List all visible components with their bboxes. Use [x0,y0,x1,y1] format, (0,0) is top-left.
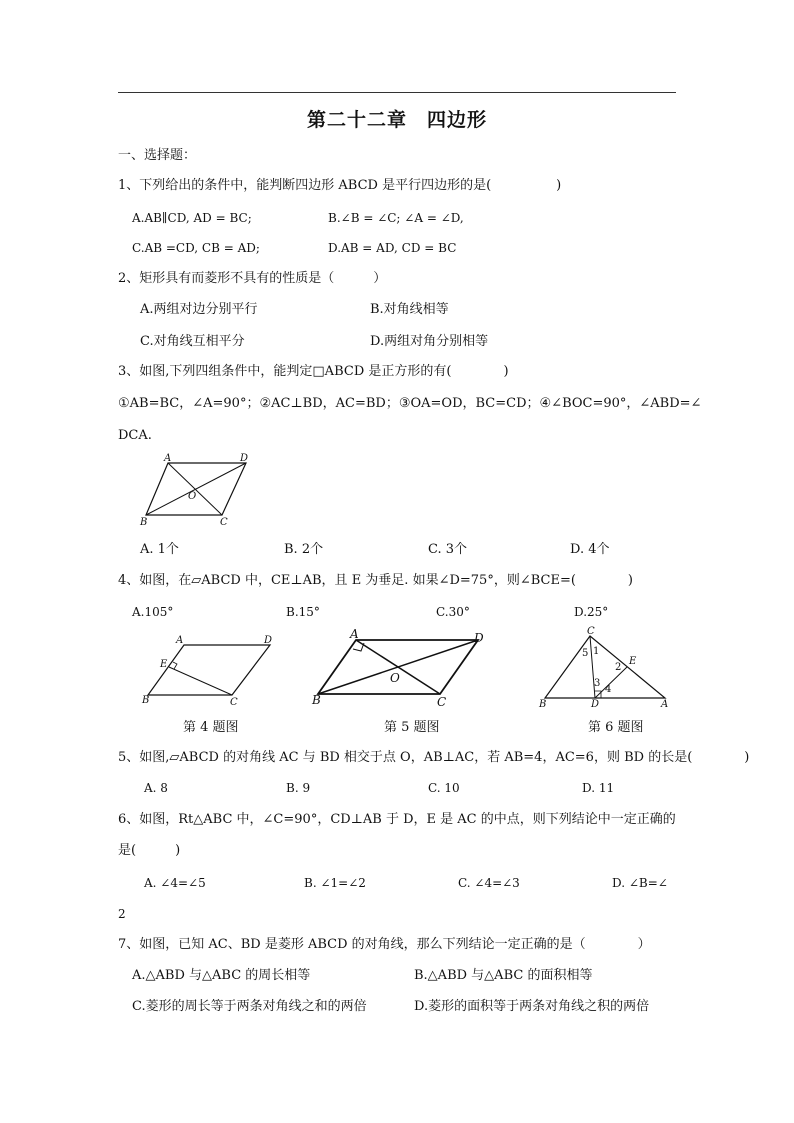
fig5 [310,628,490,710]
q3-option-c: C. 3个 [428,542,468,557]
q7-stem: 7、如图，已知 AC、BD 是菱形 ABCD 的对角线，那么下列结论一定正确的是（ ） [118,937,651,952]
fig6 [535,628,675,710]
fig5-label-d: D [474,631,484,645]
fig4-label-b: B [142,695,150,706]
fig4-caption: 第 4 题图 [183,720,239,735]
fig4 [140,633,280,708]
q7-option-b: B.△ABD 与△ABC 的面积相等 [414,968,593,983]
q4-stem: 4、如图，在▱ABCD 中，CE⊥AB，且 E 为垂足. 如果∠D=75°，则∠BCE=( ) [118,573,633,588]
page-title: 第二十二章 四边形 [306,109,487,131]
fig4-label-d: D [264,635,273,646]
q6-stem: 6、如图，Rt△ABC 中，∠C=90°，CD⊥AB 于 D，E 是 AC 的中点，则下列结论中一定正确的 [118,812,676,827]
fig6-label-c: C [587,626,595,637]
q4-option-a: A.105° [132,605,174,619]
q2-option-a: A.两组对边分别平行 [140,302,258,317]
q6-option-b: B. ∠1=∠2 [304,876,366,890]
label-d: D [240,453,249,464]
q1-option-a: A.AB∥CD, AD = BC; [132,211,252,225]
label-o: O [188,491,197,502]
fig4-parallelogram [148,645,270,695]
fig5-label-o: O [390,671,400,685]
q5-stem: 5、如图,▱ABCD 的对角线 AC 与 BD 相交于点 O，AB⊥AC，若 AB=4，AC=6，则 BD 的长是( ) [118,750,750,765]
q4-option-d: D.25° [574,605,609,619]
q6-option-a: A. ∠4=∠5 [144,876,206,890]
header-rule [118,92,676,93]
fig6-caption: 第 6 题图 [588,720,644,735]
fig6-label-e: E [629,656,637,667]
fig5-diagonal-bd [318,640,478,694]
q7-option-d: D.菱形的面积等于两条对角线之积的两倍 [414,999,650,1014]
q5-option-c: C. 10 [428,781,460,795]
q4-option-b: B.15° [286,605,320,619]
fig6-label-4: 4 [605,684,612,695]
q2-option-c: C.对角线互相平分 [140,334,245,349]
section-heading: 一、选择题： [118,148,197,163]
q3-figure [138,455,258,530]
fig4-label-c: C [230,697,238,708]
q3-conditions: ①AB=BC，∠A=90°；②AC⊥BD，AC=BD；③OA=OD，BC=CD；④∠BOC=90°，∠ABD=∠ [118,396,702,411]
fig6-label-d: D [591,699,600,710]
fig4-segment-ce [169,667,232,695]
q3-option-a: A. 1个 [140,542,179,557]
q2-option-b: B.对角线相等 [370,302,449,317]
fig6-label-a: A [661,699,669,710]
q1-option-d: D.AB = AD, CD = BC [328,241,457,255]
q1-option-b: B.∠B = ∠C; ∠A = ∠D, [328,211,464,225]
q5-option-a: A. 8 [144,781,168,795]
diagonal-bd [146,463,246,515]
q4-option-c: C.30° [436,605,470,619]
fig6-label-1: 1 [593,646,600,657]
q3-conditions-cont: DCA. [118,428,152,443]
label-c: C [220,517,228,528]
fig6-label-5: 5 [582,648,589,659]
q5-option-b: B. 9 [286,781,311,795]
q7-option-a: A.△ABD 与△ABC 的周长相等 [132,968,311,983]
q6-option-d: D. ∠B=∠ [612,876,668,890]
q3-stem: 3、如图,下列四组条件中，能判定□ABCD 是正方形的有( ) [118,364,509,379]
fig4-right-angle-mark [173,662,177,669]
q2-stem: 2、矩形具有而菱形不具有的性质是（ ） [118,271,387,286]
q5-option-d: D. 11 [582,781,615,795]
q2-option-d: D.两组对角分别相等 [370,334,489,349]
fig5-label-a: A [350,627,359,641]
q3-option-d: D. 4个 [570,542,610,557]
q6-option-c: C. ∠4=∠3 [458,876,520,890]
fig5-label-c: C [437,695,447,709]
q1-option-c: C.AB =CD, CB = AD; [132,241,260,255]
label-b: B [140,517,148,528]
fig5-caption: 第 5 题图 [384,720,440,735]
q1-stem: 1、下列给出的条件中，能判断四边形 ABCD 是平行四边形的是( ) [118,178,562,193]
fig6-label-b: B [539,699,547,710]
fig6-label-3: 3 [594,678,601,689]
fig4-label-e: E [160,659,168,670]
q6-stem-cont: 是( ) [118,843,181,858]
label-a: A [164,453,172,464]
fig6-label-2: 2 [615,662,622,673]
q3-option-b: B. 2个 [284,542,324,557]
q7-option-c: C.菱形的周长等于两条对角线之和的两倍 [132,999,367,1014]
fig5-label-b: B [312,693,321,707]
q6-option-d-cont: 2 [118,907,126,921]
fig4-label-a: A [176,635,184,646]
